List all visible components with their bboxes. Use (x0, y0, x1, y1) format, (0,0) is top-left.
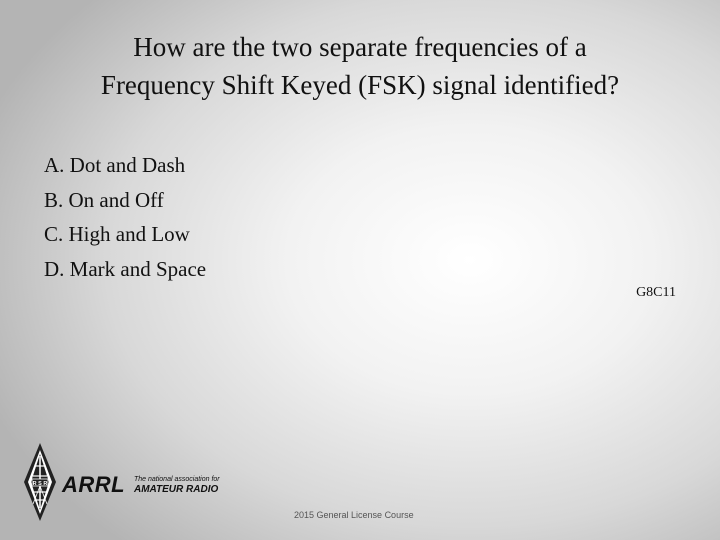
answer-b: B. On and Off (44, 187, 164, 212)
question-title-line-2: Frequency Shift Keyed (FSK) signal identified? (100, 70, 620, 100)
arrl-wordmark: ARRL (62, 472, 126, 497)
arrl-tagline-line-2: AMATEUR RADIO (134, 484, 219, 495)
arrl-diamond-icon (22, 442, 58, 522)
course-footer: 2015 General License Course (294, 510, 414, 520)
question-title-line-1: How are the two separate frequencies of a (133, 32, 587, 62)
question-id: G8C11 (636, 285, 676, 300)
answer-c: C. High and Low (44, 222, 190, 246)
arrl-logo (22, 442, 242, 524)
arrl-tagline (134, 475, 220, 495)
answer-a: A. Dot and Dash (44, 153, 186, 177)
answer-d: D. Mark and Space (44, 256, 207, 281)
question-title (30, 28, 690, 104)
arrl-tagline-line-1: The national association for (134, 476, 220, 483)
answer-list (44, 148, 206, 286)
svg-text:R S R: R S R (32, 481, 48, 487)
